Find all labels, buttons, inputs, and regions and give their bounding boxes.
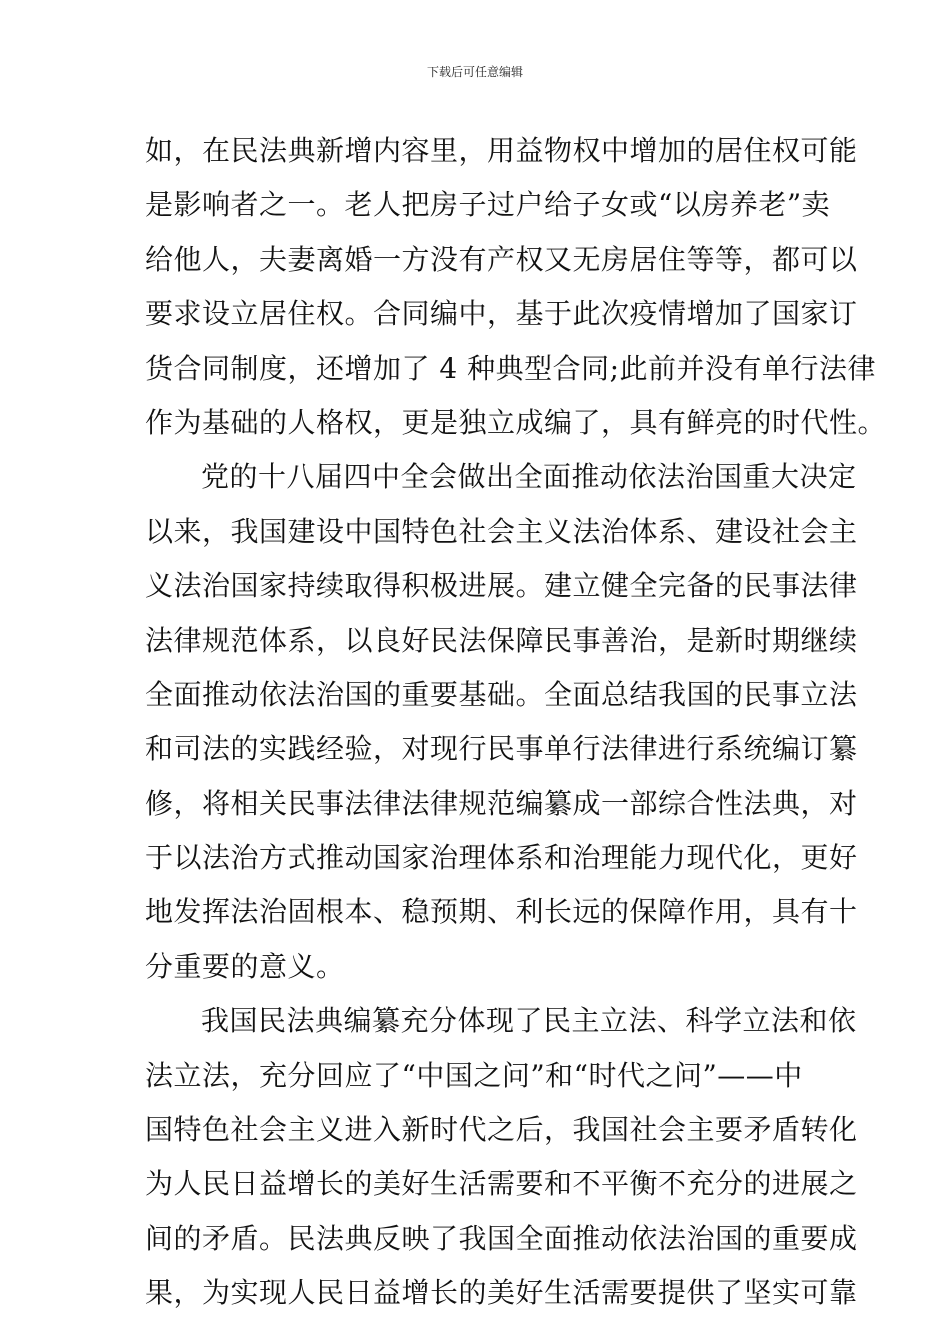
paragraph-line: 修，将相关民事法律法律规范编纂成一部综合性法典，对 [145, 786, 858, 820]
paragraph-line: 作为基础的人格权，更是独立成编了，具有鲜亮的时代性。 [145, 405, 887, 439]
paragraph-first-line: 我国民法典编纂充分体现了民主立法、科学立法和依 [201, 1004, 857, 1038]
paragraph-line: 和司法的实践经验，对现行民事单行法律进行系统编订纂 [145, 732, 858, 766]
paragraph-line: 于以法治方式推动国家治理体系和治理能力现代化，更好 [145, 841, 858, 875]
paragraph-line: 货合同制度，还增加了 4 种典型合同;此前并没有单行法律 [145, 351, 877, 385]
paragraph-line: 国特色社会主义进入新时代之后，我国社会主要矛盾转化 [145, 1113, 858, 1147]
paragraph-line: 要求设立居住权。合同编中，基于此次疫情增加了国家订 [145, 297, 858, 331]
paragraph-line: 法立法，充分回应了“中国之问”和“时代之问”——中 [145, 1058, 803, 1092]
paragraph-line: 分重要的意义。 [145, 949, 345, 983]
paragraph-line: 义法治国家持续取得积极进展。建立健全完备的民事法律 [145, 569, 858, 603]
paragraph-line: 法律规范体系，以良好民法保障民事善治，是新时期继续 [145, 623, 858, 657]
paragraph-line: 是影响者之一。老人把房子过户给子女或“以房养老”卖 [145, 188, 831, 222]
paragraph-line: 果，为实现人民日益增长的美好生活需要提供了坚实可靠 [145, 1276, 858, 1310]
page-header: 下载后可任意编辑 [426, 65, 523, 79]
paragraph-first-line: 党的十八届四中全会做出全面推动依法治国重大决定 [201, 460, 857, 494]
paragraph-line: 全面推动依法治国的重要基础。全面总结我国的民事立法 [145, 677, 858, 711]
paragraph-line: 地发挥法治固根本、稳预期、利长远的保障作用，具有十 [145, 895, 858, 929]
paragraph-line: 给他人，夫妻离婚一方没有产权又无房居住等等，都可以 [145, 242, 858, 276]
document-body [145, 124, 887, 1321]
paragraph-line: 为人民日益增长的美好生活需要和不平衡不充分的进展之 [145, 1167, 858, 1201]
paragraph-line: 间的矛盾。民法典反映了我国全面推动依法治国的重要成 [145, 1221, 858, 1255]
paragraph-line: 以来，我国建设中国特色社会主义法治体系、建设社会主 [145, 514, 858, 548]
paragraph-first-line: 如，在民法典新增内容里，用益物权中增加的居住权可能 [145, 134, 858, 167]
